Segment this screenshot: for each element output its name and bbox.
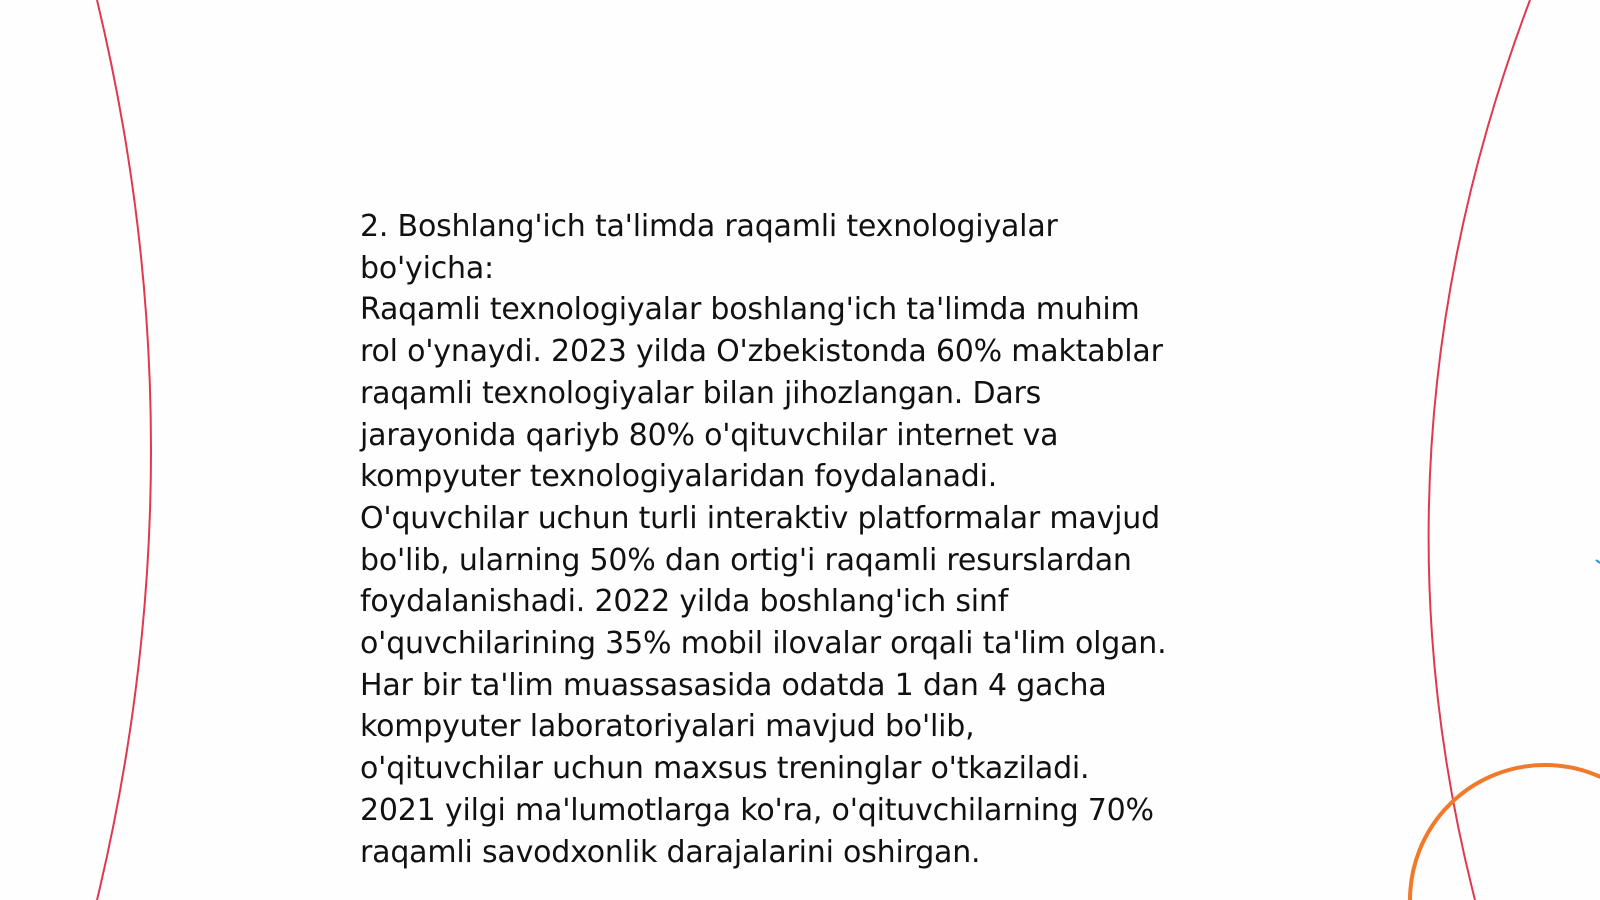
slide-body-text (360, 206, 1260, 873)
text-line: O'quvchilar uchun turli interaktiv platformalar mavjud (360, 500, 1160, 536)
text-line: bo'lib, ularning 50% dan ortig'i raqamli resurslardan (360, 542, 1132, 578)
text-line: jarayonida qariyb 80% o'qituvchilar internet va (360, 417, 1059, 453)
right-arc (1429, 0, 1530, 900)
text-line: Raqamli texnologiyalar boshlang'ich ta'limda muhim (360, 292, 1140, 328)
text-line: raqamli texnologiyalar bilan jihozlangan. Dars (360, 375, 1042, 411)
text-line: rol o'ynaydi. 2023 yilda O'zbekistonda 60% maktablar (360, 334, 1163, 370)
left-arc (97, 0, 151, 900)
text-line: kompyuter texnologiyalaridan foydalanadi. (360, 459, 998, 495)
text-line: bo'yicha: (360, 250, 494, 286)
text-line: foydalanishadi. 2022 yilda boshlang'ich sinf (360, 584, 1009, 620)
orange-ring (1410, 765, 1600, 900)
text-line: o'qituvchilar uchun maxsus treninglar o'tkaziladi. (360, 751, 1090, 787)
text-line: raqamli savodxonlik darajalarini oshirgan. (360, 834, 981, 870)
text-line: 2021 yilgi ma'lumotlarga ko'ra, o'qituvchilarning 70% (360, 792, 1154, 828)
text-line: o'quvchilarining 35% mobil ilovalar orqali ta'lim olgan. (360, 626, 1167, 662)
text-line: 2. Boshlang'ich ta'limda raqamli texnologiyalar (360, 209, 1058, 244)
blue-accent-mark (1596, 560, 1600, 563)
text-line: Har bir ta'lim muassasasida odatda 1 dan 4 gacha (360, 667, 1107, 703)
text-line: kompyuter laboratoriyalari mavjud bo'lib, (360, 709, 975, 745)
